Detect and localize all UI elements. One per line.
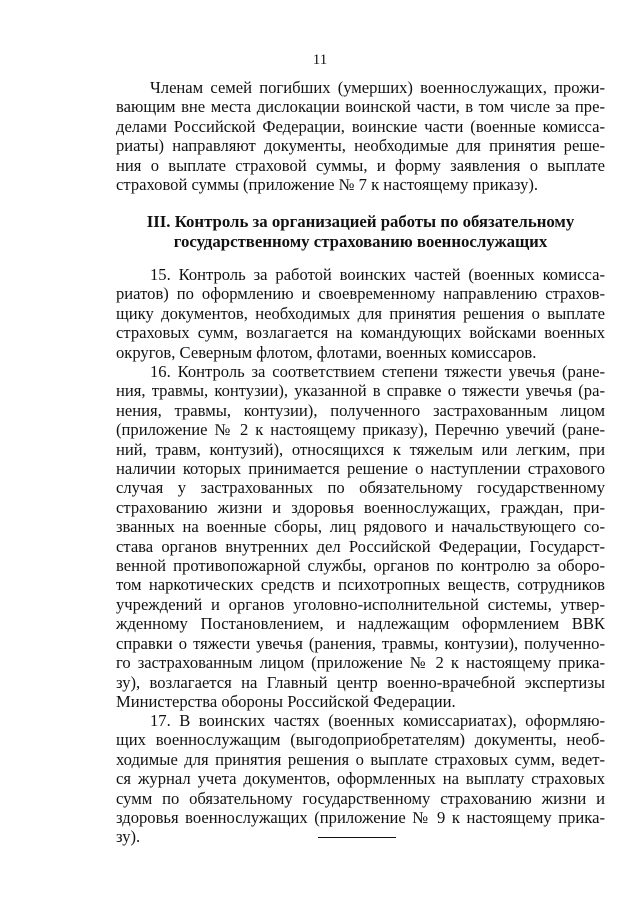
item-16-line: Министерства обороны Российской Федерации.: [116, 691, 456, 711]
item-16-line: случая у застрахованных по обязательному государственному: [116, 478, 605, 498]
item-17-line: ходимые для принятия решения о выплате страховых сумм, ведет-: [116, 749, 605, 769]
closing-rule: [318, 837, 396, 838]
item-16-line: нения, травмы, контузии), полученного застрахованным лицом: [116, 400, 605, 420]
intro-paragraph: [116, 78, 605, 194]
item-16-line: том наркотических средств и психотропных веществ, сотрудников: [116, 575, 605, 595]
item-15-paragraph: [116, 265, 605, 362]
intro-line: Членам семей погибших (умерших) военнослужащих, прожи-: [150, 78, 605, 97]
item-16-line: наличии которых принимается решение о наступлении страхового: [116, 459, 605, 479]
item-15-line: щику документов, необходимых для принятия решения о выплате: [116, 303, 605, 323]
item-16-line: 16. Контроль за соответствием степени тяжести увечья (ране-: [150, 362, 605, 381]
item-16-line: венной противопожарной службы, органов по контролю за оборо-: [116, 556, 605, 576]
item-17-line: ся журнал учета документов, оформленных на выплату страховых: [116, 769, 605, 789]
item-16-line: жденному Постановлением, и надлежащим оформлением ВВК: [116, 614, 605, 634]
item-15-line: округов, Северным флотом, флотами, военных комиссаров.: [116, 342, 537, 362]
intro-line: риаты) направляют документы, необходимые для принятия реше-: [116, 136, 605, 156]
item-17-line: щих военнослужащим (выгодоприобретателям) документы, необ-: [116, 730, 605, 750]
item-15-line: 15. Контроль за работой воинских частей (военных комисса-: [150, 265, 605, 284]
item-17-line: сумм по обязательному государственному страхованию жизни и: [116, 788, 605, 808]
item-16-line: ний, травм, контузий), относящихся к тяжелым или легким, при: [116, 439, 605, 459]
intro-line: страховой суммы (приложение № 7 к настоящему приказу).: [116, 175, 539, 195]
item-17-line: 17. В воинских частях (военных комиссариатах), оформляю-: [150, 711, 605, 730]
item-16-line: става органов внутренних дел Российской Федерации, Государст-: [116, 536, 605, 556]
item-16-line: званных на военные сборы, лиц рядового и начальствующего со-: [116, 517, 605, 537]
page-number: 11: [312, 52, 328, 68]
item-16-line: го застрахованным лицом (приложение № 2 к настоящему прика-: [116, 653, 605, 673]
item-17-paragraph: [116, 711, 605, 847]
intro-line: вающим вне места дислокации воинской части, в том числе за пре-: [116, 97, 605, 117]
section-heading-line-1: III. Контроль за организацией работы по обязательному: [146, 212, 575, 231]
item-16-line: страхованию жизни и здоровья военнослужащих, граждан, при-: [116, 497, 605, 517]
item-15-line: страховых сумм, возлагается на командующих войсками военных: [116, 323, 605, 343]
item-16-line: ния, травмы, контузии), указанной в справке о тяжести увечья (ра-: [116, 381, 605, 401]
item-16-line: справки о тяжести увечья (ранения, травмы, контузии), полученно-: [116, 633, 605, 653]
intro-line: ния о выплате страховой суммы, и форму заявления о выплате: [116, 155, 605, 175]
item-16-paragraph: [116, 362, 605, 711]
item-15-line: риатов) по оформлению и своевременному направлению страхов-: [116, 284, 605, 304]
section-heading: [116, 212, 605, 252]
item-16-line: (приложение № 2 к настоящему приказу), Перечню увечий (ране-: [116, 420, 605, 440]
section-heading-line-2: государственному страхованию военнослужащих: [173, 232, 548, 251]
item-16-line: учреждений и органов уголовно-исполнительной системы, утвер-: [116, 594, 605, 614]
item-17-line: здоровья военнослужащих (приложение № 9 к настоящему прика-: [116, 808, 605, 828]
intro-line: делами Российской Федерации, воинские части (военные комисса-: [116, 116, 605, 136]
item-17-line: зу).: [116, 827, 141, 847]
item-16-line: зу), возлагается на Главный центр военно-врачебной экспертизы: [116, 672, 605, 692]
